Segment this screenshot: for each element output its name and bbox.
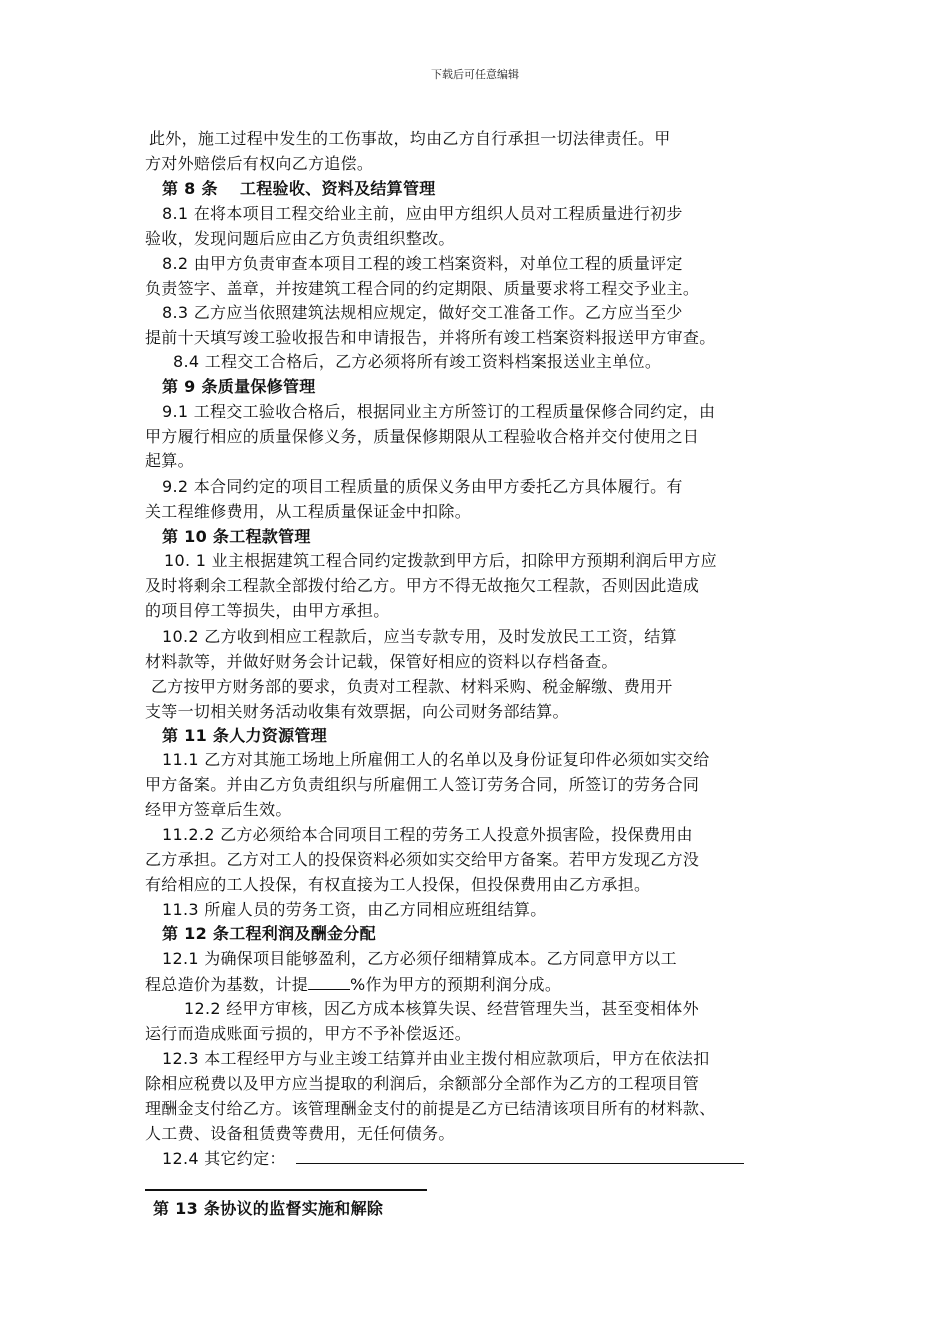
article-11-heading: 第 11 条人力资源管理	[162, 726, 328, 745]
paragraph-line: 8.3 乙方应当依照建筑法规相应规定，做好交工准备工作。乙方应当至少	[162, 303, 683, 322]
paragraph-line: 验收，发现问题后应由乙方负责组织整改。	[145, 229, 455, 248]
paragraph-line: 除相应税费以及甲方应当提取的利润后，余额部分全部作为乙方的工程项目管	[145, 1074, 700, 1093]
article-10-heading: 第 10 条工程款管理	[162, 527, 311, 546]
paragraph-line: 提前十天填写竣工验收报告和申请报告，并将所有竣工档案资料报送甲方审查。	[145, 328, 716, 347]
paragraph-line: 理酬金支付给乙方。该管理酬金支付的前提是乙方已结清该项目所有的材料款、	[145, 1099, 716, 1118]
paragraph-line-with-blank	[145, 973, 561, 996]
article-12-heading: 第 12 条工程利润及酬金分配	[162, 924, 376, 943]
paragraph-line: 甲方履行相应的质量保修义务，质量保修期限从工程验收合格并交付使用之日	[145, 427, 700, 446]
paragraph-line: 10.2 乙方收到相应工程款后，应当专款专用，及时发放民工工资，结算	[162, 627, 677, 646]
paragraph-line: 乙方按甲方财务部的要求，负责对工程款、材料采购、税金解缴、费用开	[151, 677, 673, 696]
paragraph-line: 的项目停工等损失，由甲方承担。	[145, 601, 390, 620]
paragraph-line: 8.4 工程交工合格后，乙方必须将所有竣工资料档案报送业主单位。	[173, 352, 662, 371]
paragraph-line: 支等一切相关财务活动收集有效票据，向公司财务部结算。	[145, 702, 569, 721]
paragraph-line: 起算。	[145, 451, 194, 470]
paragraph-line: 运行而造成账面亏损的，甲方不予补偿返还。	[145, 1024, 472, 1043]
section-separator	[145, 1189, 427, 1191]
paragraph-line: 有给相应的工人投保，有权直接为工人投保，但投保费用由乙方承担。	[145, 875, 651, 894]
text-segment: 程总造价为基数，计提	[145, 975, 309, 994]
paragraph-line: 11.1 乙方对其施工场地上所雇佣工人的名单以及身份证复印件必须如实交给	[162, 750, 710, 769]
other-terms-blank	[296, 1163, 744, 1164]
paragraph-line: 11.2.2 乙方必须给本合同项目工程的劳务工人投意外损害险，投保费用由	[162, 825, 693, 844]
paragraph-line: 10. 1 业主根据建筑工程合同约定拨款到甲方后，扣除甲方预期利润后甲方应	[164, 551, 717, 570]
paragraph-line: 8.2 由甲方负责审查本项目工程的竣工档案资料，对单位工程的质量评定	[162, 254, 683, 273]
paragraph-line: 12.4 其它约定：	[162, 1149, 286, 1168]
paragraph-line: 12.2 经甲方审核，因乙方成本核算失误、经营管理失当，甚至变相体外	[184, 999, 699, 1018]
paragraph-line: 甲方备案。并由乙方负责组织与所雇佣工人签订劳务合同，所签订的劳务合同	[145, 775, 700, 794]
paragraph-line: 9.1 工程交工验收合格后，根据同业主方所签订的工程质量保修合同约定，由	[162, 402, 716, 421]
paragraph-line: 此外，施工过程中发生的工伤事故，均由乙方自行承担一切法律责任。甲	[149, 129, 671, 148]
percentage-blank	[308, 973, 350, 990]
paragraph-line: 乙方承担。乙方对工人的投保资料必须如实交给甲方备案。若甲方发现乙方没	[145, 850, 700, 869]
article-9-heading: 第 9 条质量保修管理	[162, 377, 316, 396]
article-13-heading: 第 13 条协议的监督实施和解除	[153, 1199, 384, 1218]
paragraph-line: 9.2 本合同约定的项目工程质量的质保义务由甲方委托乙方具体履行。有	[162, 477, 683, 496]
paragraph-line: 12.3 本工程经甲方与业主竣工结算并由业主拨付相应款项后，甲方在依法扣	[162, 1049, 710, 1068]
paragraph-line: 11.3 所雇人员的劳务工资，由乙方同相应班组结算。	[162, 900, 547, 919]
paragraph-line: 12.1 为确保项目能够盈利，乙方必须仔细精算成本。乙方同意甲方以工	[162, 949, 677, 968]
paragraph-line: 及时将剩余工程款全部拨付给乙方。甲方不得无故拖欠工程款，否则因此造成	[145, 576, 700, 595]
paragraph-line: 经甲方签章后生效。	[145, 800, 292, 819]
article-8-heading: 第 8 条 工程验收、资料及结算管理	[162, 179, 436, 198]
paragraph-line: 关工程维修费用，从工程质量保证金中扣除。	[145, 502, 472, 521]
text-segment: %作为甲方的预期利润分成。	[350, 975, 562, 994]
paragraph-line: 方对外赔偿后有权向乙方追偿。	[145, 154, 374, 173]
paragraph-line: 材料款等，并做好财务会计记载，保管好相应的资料以存档备查。	[145, 652, 618, 671]
paragraph-line: 8.1 在将本项目工程交给业主前，应由甲方组织人员对工程质量进行初步	[162, 204, 683, 223]
paragraph-line: 负责签字、盖章，并按建筑工程合同的约定期限、质量要求将工程交予业主。	[145, 279, 700, 298]
paragraph-line: 人工费、设备租赁费等费用，无任何债务。	[145, 1124, 455, 1143]
page-header-note: 下载后可任意编辑	[431, 68, 519, 81]
